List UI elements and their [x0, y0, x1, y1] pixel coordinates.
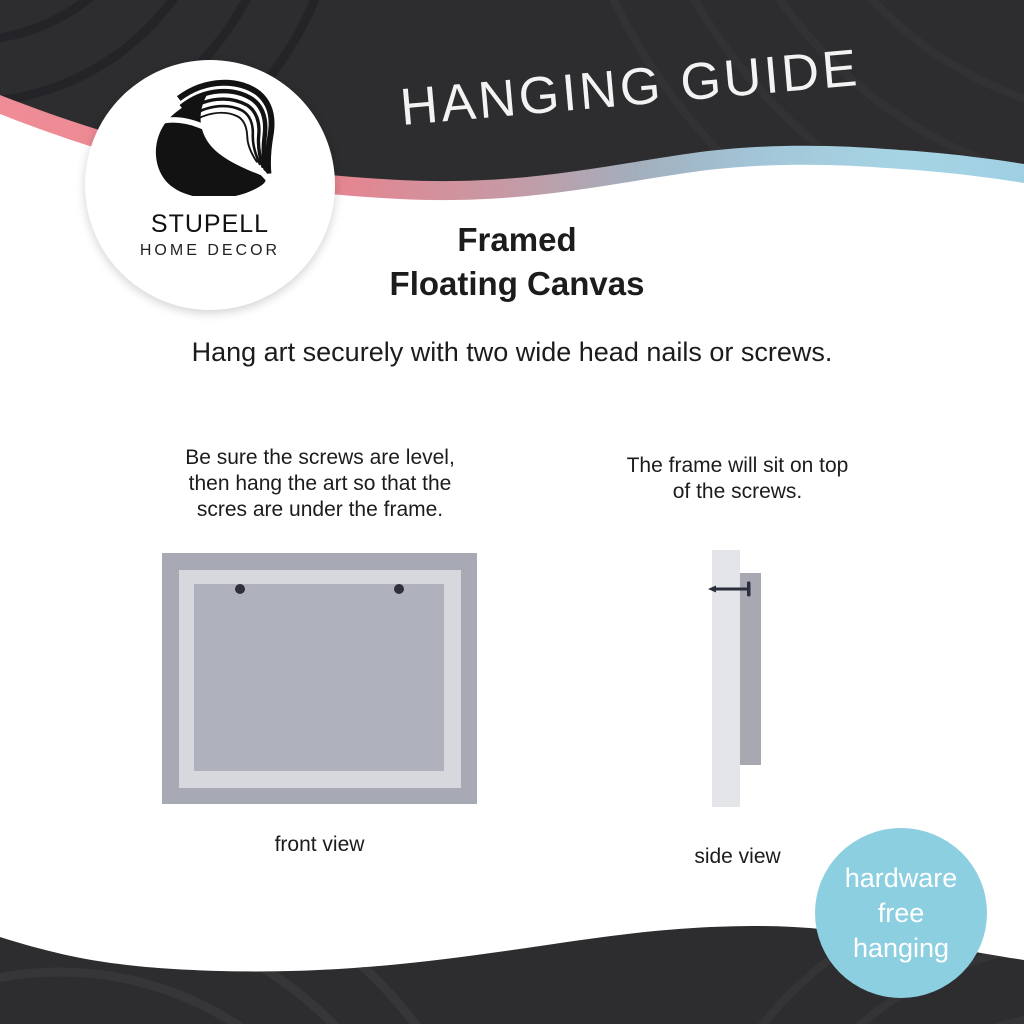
instruction-text: Hang art securely with two wide head nails or screws.: [191, 337, 833, 367]
note-line: then hang the art so that the: [188, 472, 452, 495]
front-view-note: [140, 445, 500, 523]
nail-icon: [708, 579, 756, 599]
screw-icon: [394, 584, 404, 594]
product-title-line: Framed: [457, 221, 577, 258]
product-title-line: Floating Canvas: [389, 265, 645, 302]
note-line: Be sure the screws are level,: [185, 446, 455, 469]
note-line: scres are under the frame.: [196, 498, 444, 521]
badge-line: hardware: [844, 862, 958, 893]
s-swoosh-logo-icon: [143, 74, 277, 196]
note-line: The frame will sit on top: [626, 454, 849, 477]
badge-line: hanging: [852, 932, 950, 963]
side-view-note: [560, 453, 915, 505]
brand-name: STUPELL: [150, 210, 270, 238]
product-title: [0, 218, 1024, 306]
front-view-caption: front view: [274, 833, 365, 856]
badge-line: free: [877, 897, 925, 928]
side-view-caption: side view: [694, 845, 781, 868]
front-view-diagram: [162, 553, 477, 804]
frame-canvas: [194, 584, 444, 771]
brand-tagline: HOME DECOR: [139, 242, 281, 259]
note-line: of the screws.: [672, 480, 803, 503]
screw-icon: [235, 584, 245, 594]
canvas-side-profile: [740, 573, 761, 765]
hardware-free-badge: [815, 828, 987, 998]
page-title: HANGING GUIDE: [397, 39, 863, 137]
